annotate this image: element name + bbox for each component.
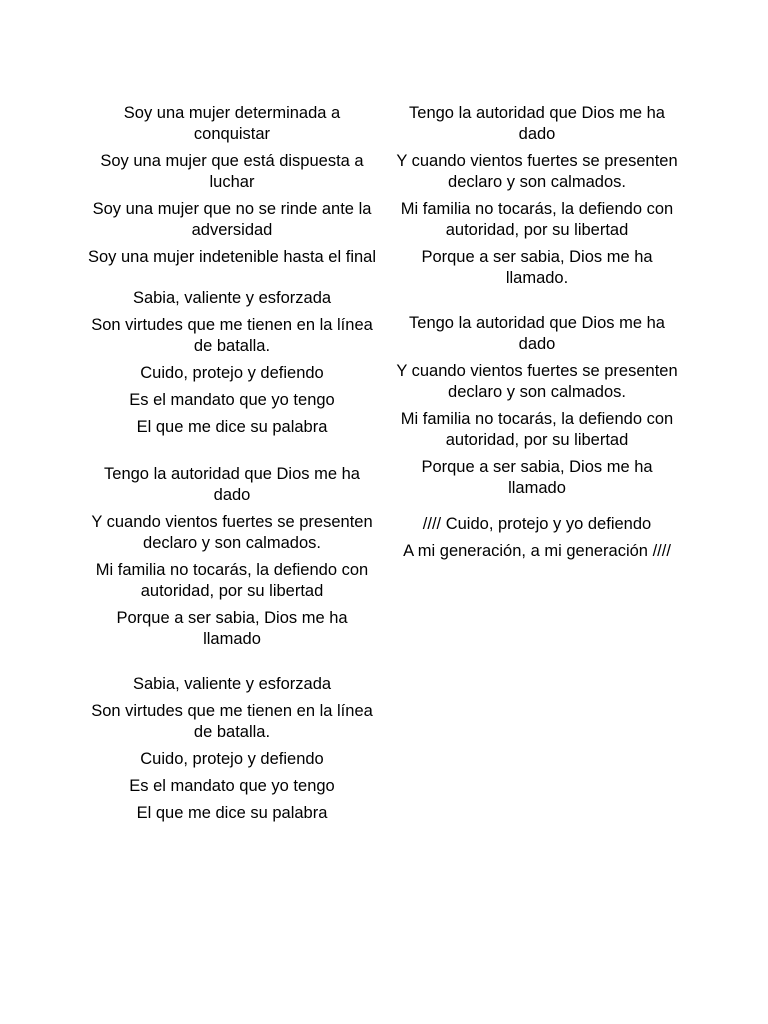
lyric-line: Soy una mujer indetenible hasta el final bbox=[87, 248, 377, 266]
lyric-line: Son virtudes que me tienen en la línea de batalla. bbox=[91, 316, 373, 355]
lyric-line: Soy una mujer que está dispuesta a luchar bbox=[100, 152, 364, 191]
lyric-line: Es el mandato que yo tengo bbox=[129, 777, 335, 795]
lyric-line: Soy una mujer determinada a conquistar bbox=[123, 104, 341, 143]
left-column bbox=[87, 103, 377, 830]
lyric-line: Es el mandato que yo tengo bbox=[129, 391, 335, 409]
lyric-line: Son virtudes que me tienen en la línea de batalla. bbox=[91, 702, 373, 741]
lyric-line: Tengo la autoridad que Dios me ha dado bbox=[409, 314, 665, 353]
verse-stanza bbox=[392, 103, 682, 289]
verse-stanza bbox=[87, 103, 377, 268]
lyric-line: El que me dice su palabra bbox=[136, 418, 328, 436]
lyric-line: Y cuando vientos fuertes se presenten declaro y son calmados. bbox=[396, 362, 678, 401]
lyric-line: Soy una mujer que no se rinde ante la adversidad bbox=[92, 200, 372, 239]
lyric-line: Y cuando vientos fuertes se presenten declaro y son calmados. bbox=[91, 513, 373, 552]
lyric-line: Sabia, valiente y esforzada bbox=[132, 675, 332, 693]
lyric-line: El que me dice su palabra bbox=[136, 804, 328, 822]
lyric-line: Mi familia no tocarás, la defiendo con autoridad, por su libertad bbox=[95, 561, 369, 600]
chorus-stanza bbox=[87, 674, 377, 824]
lyric-line: Mi familia no tocarás, la defiendo con autoridad, por su libertad bbox=[400, 200, 674, 239]
lyric-line: Porque a ser sabia, Dios me ha llamado bbox=[421, 458, 653, 497]
lyric-line: Porque a ser sabia, Dios me ha llamado bbox=[116, 609, 348, 648]
lyric-line: Y cuando vientos fuertes se presenten declaro y son calmados. bbox=[396, 152, 678, 191]
right-column bbox=[392, 103, 682, 568]
lyric-line: Tengo la autoridad que Dios me ha dado bbox=[104, 465, 360, 504]
lyric-line: Porque a ser sabia, Dios me ha llamado. bbox=[421, 248, 653, 287]
refrain-stanza bbox=[392, 514, 682, 562]
verse-stanza bbox=[392, 313, 682, 499]
chorus-stanza bbox=[87, 288, 377, 438]
lyric-line: Sabia, valiente y esforzada bbox=[132, 289, 332, 307]
lyric-line: Cuido, protejo y defiendo bbox=[140, 364, 324, 382]
lyric-line: Tengo la autoridad que Dios me ha dado bbox=[409, 104, 665, 143]
lyric-line: A mi generación, a mi generación //// bbox=[403, 542, 671, 560]
lyric-line: //// Cuido, protejo y yo defiendo bbox=[422, 515, 652, 533]
lyric-line: Cuido, protejo y defiendo bbox=[140, 750, 324, 768]
verse-stanza bbox=[87, 464, 377, 650]
lyric-line: Mi familia no tocarás, la defiendo con autoridad, por su libertad bbox=[400, 410, 674, 449]
